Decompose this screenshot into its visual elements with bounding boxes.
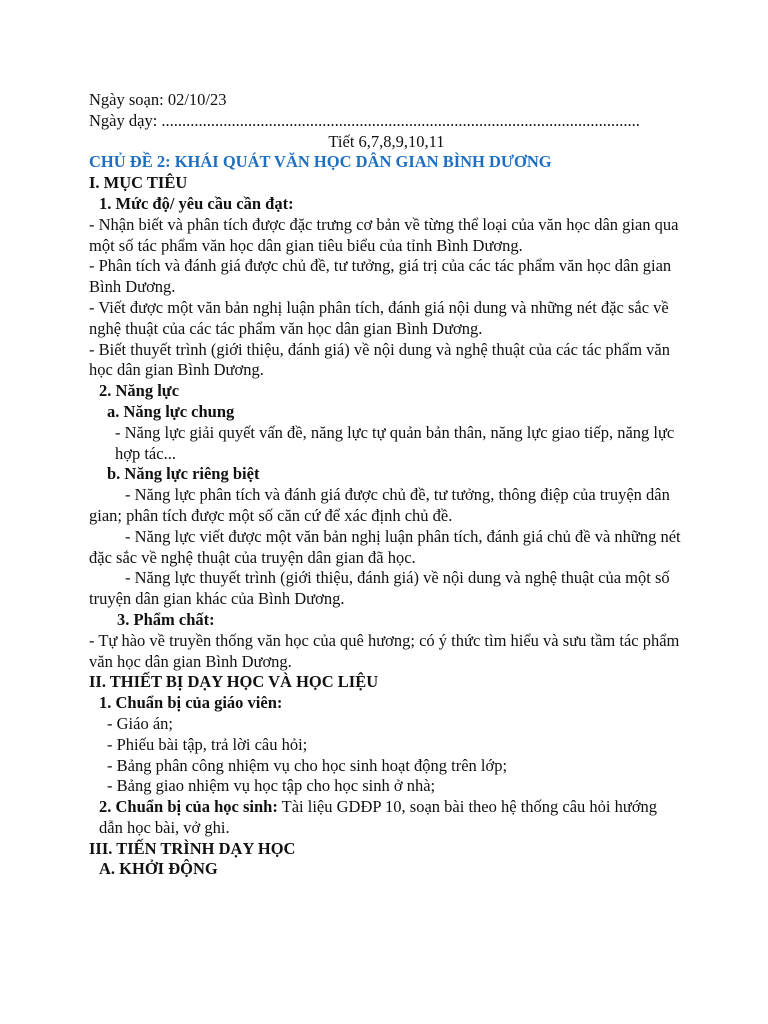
requirement-item: - Phân tích và đánh giá được chủ đề, tư tưởng, giá trị của các tác phẩm văn học dân gian Bình Dương. <box>89 256 672 297</box>
requirement-item: - Nhận biết và phân tích được đặc trưng cơ bản về từng thể loại của văn học dân gian qua một số tác phẩm văn học dân gian tiêu biểu của tỉnh Bình Dương. <box>89 214 679 255</box>
requirement-item: - Viết được một văn bản nghị luận phân tích, đánh giá nội dung và những nét đặc sắc về nghệ thuật của các tác phẩm văn học dân gian Bình Dương. <box>89 297 669 338</box>
teacher-prep-item: - Bảng giao nhiệm vụ học tập cho học sinh ở nhà; <box>107 776 436 796</box>
section-process-heading: III. TIẾN TRÌNH DẠY HỌC <box>89 838 296 858</box>
teacher-prep-heading: 1. Chuẩn bị của giáo viên: <box>99 693 283 713</box>
student-prep-heading: 2. Chuẩn bị của học sinh: <box>99 797 278 817</box>
lesson-periods: Tiết 6,7,8,9,10,11 <box>328 131 445 151</box>
teacher-prep-item: - Giáo án; <box>107 713 173 733</box>
requirements-heading: 1. Mức độ/ yêu cầu cần đạt: <box>99 193 294 213</box>
section-equipment-heading: II. THIẾT BỊ DẠY HỌC VÀ HỌC LIỆU <box>89 672 379 692</box>
warmup-heading: A. KHỞI ĐỘNG <box>99 859 218 879</box>
general-competence-heading: a. Năng lực chung <box>107 401 235 421</box>
specific-competence-item: - Năng lực thuyết trình (giới thiệu, đánh giá) về nội dung và nghệ thuật của một số truyện dân gian khác của Bình Dương. <box>89 568 670 609</box>
specific-competence-item: - Năng lực phân tích và đánh giá được chủ đề, tư tưởng, thông điệp của truyện dân gian; phân tích được một số căn cứ để xác định chủ đề. <box>89 485 670 525</box>
qualities-heading: 3. Phẩm chất: <box>117 609 215 629</box>
specific-competence-item: - Năng lực viết được một văn bản nghị luận phân tích, đánh giá chủ đề và những nét đặc sắc về nghệ thuật của truyện dân gian đã học. <box>89 526 681 567</box>
teach-date: Ngày dạy: .................................................................................................................... <box>89 110 640 130</box>
competence-heading: 2. Năng lực <box>99 381 180 401</box>
specific-competence-heading: b. Năng lực riêng biệt <box>107 464 260 484</box>
qualities-text: - Tự hào về truyền thống văn học của quê hương; có ý thức tìm hiểu và sưu tầm tác phẩm văn học dân gian Bình Dương. <box>89 630 680 671</box>
general-competence-text: - Năng lực giải quyết vấn đề, năng lực tự quản bản thân, năng lực giao tiếp, năng lực hợp tác... <box>115 422 675 463</box>
teacher-prep-item: - Bảng phân công nhiệm vụ cho học sinh hoạt động trên lớp; <box>107 755 508 775</box>
student-prep-text: Tài liệu GDĐP 10, soạn bài theo hệ thống câu hỏi hướng dẫn học bài, vở ghi. <box>99 797 658 837</box>
student-prep-paragraph <box>89 797 684 839</box>
topic-title: CHỦ ĐỀ 2: KHÁI QUÁT VĂN HỌC DÂN GIAN BÌNH DƯƠNG <box>89 152 552 172</box>
section-objectives-heading: I. MỤC TIÊU <box>89 173 188 193</box>
teacher-prep-item: - Phiếu bài tập, trả lời câu hỏi; <box>107 734 308 754</box>
prep-date: Ngày soạn: 02/10/23 <box>89 90 227 109</box>
requirement-item: - Biết thuyết trình (giới thiệu, đánh giá) về nội dung và nghệ thuật của các tác phẩm văn học dân gian Bình Dương. <box>89 339 671 380</box>
